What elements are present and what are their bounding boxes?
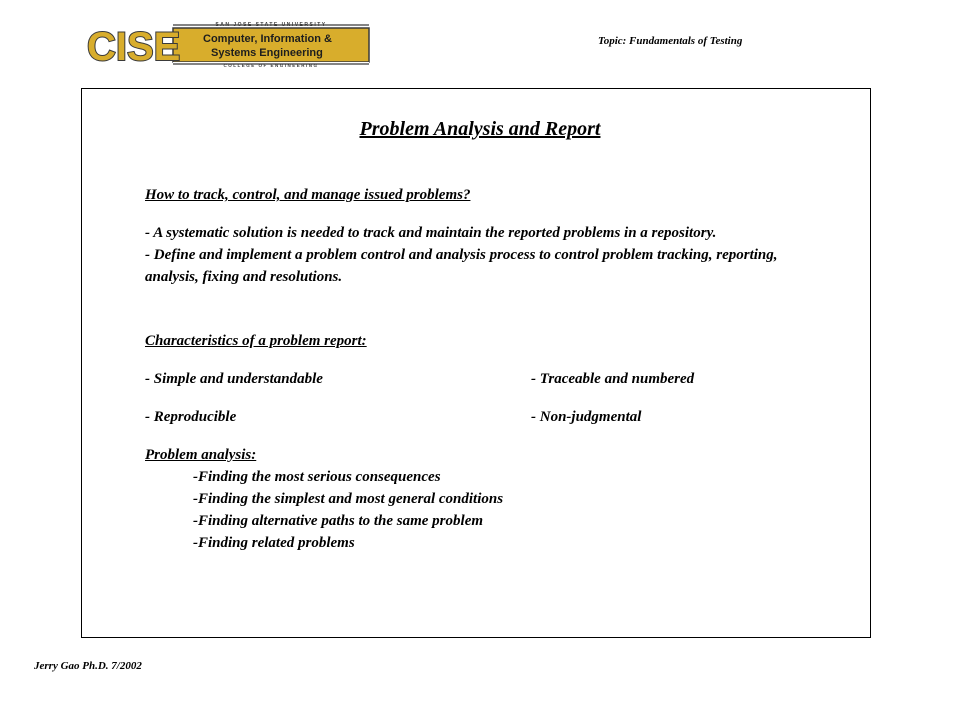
characteristic-item: - Simple and understandable (145, 371, 323, 387)
section-heading-characteristics: Characteristics of a problem report: (145, 333, 367, 349)
footer-author: Jerry Gao Ph.D. 7/2002 (34, 660, 142, 672)
logo-letters: CISE (87, 25, 181, 68)
characteristic-item: - Non-judgmental (531, 409, 642, 425)
characteristic-item: - Reproducible (145, 409, 237, 425)
analysis-item: -Finding related problems (193, 535, 355, 551)
cise-logo (85, 20, 373, 68)
logo-line1: Computer, Information & (203, 33, 332, 45)
logo-line2: Systems Engineering (211, 47, 323, 59)
bullet-systematic-solution: - A systematic solution is needed to track and maintain the reported problems in a repository. (145, 225, 717, 241)
analysis-item: -Finding the simplest and most general conditions (193, 491, 504, 507)
characteristic-item: - Traceable and numbered (531, 371, 695, 387)
analysis-item: -Finding the most serious consequences (193, 469, 441, 485)
characteristics-row (145, 406, 805, 428)
section-heading-tracking: How to track, control, and manage issued problems? (145, 187, 471, 203)
characteristics-row (145, 368, 805, 390)
topic-label: Topic: Fundamentals of Testing (598, 35, 743, 47)
analysis-item: -Finding alternative paths to the same problem (193, 513, 484, 529)
slide-content (145, 184, 805, 554)
bullet-define-process: - Define and implement a problem control and analysis process to control problem tracking, reporting, analysis, fixing and resolutions. (145, 247, 778, 285)
logo-college: COLLEGE OF ENGINEERING (223, 63, 319, 68)
section-heading-analysis: Problem analysis: (145, 447, 257, 463)
slide-title: Problem Analysis and Report (359, 118, 601, 140)
logo-university: SAN JOSE STATE UNIVERSITY (215, 22, 327, 28)
